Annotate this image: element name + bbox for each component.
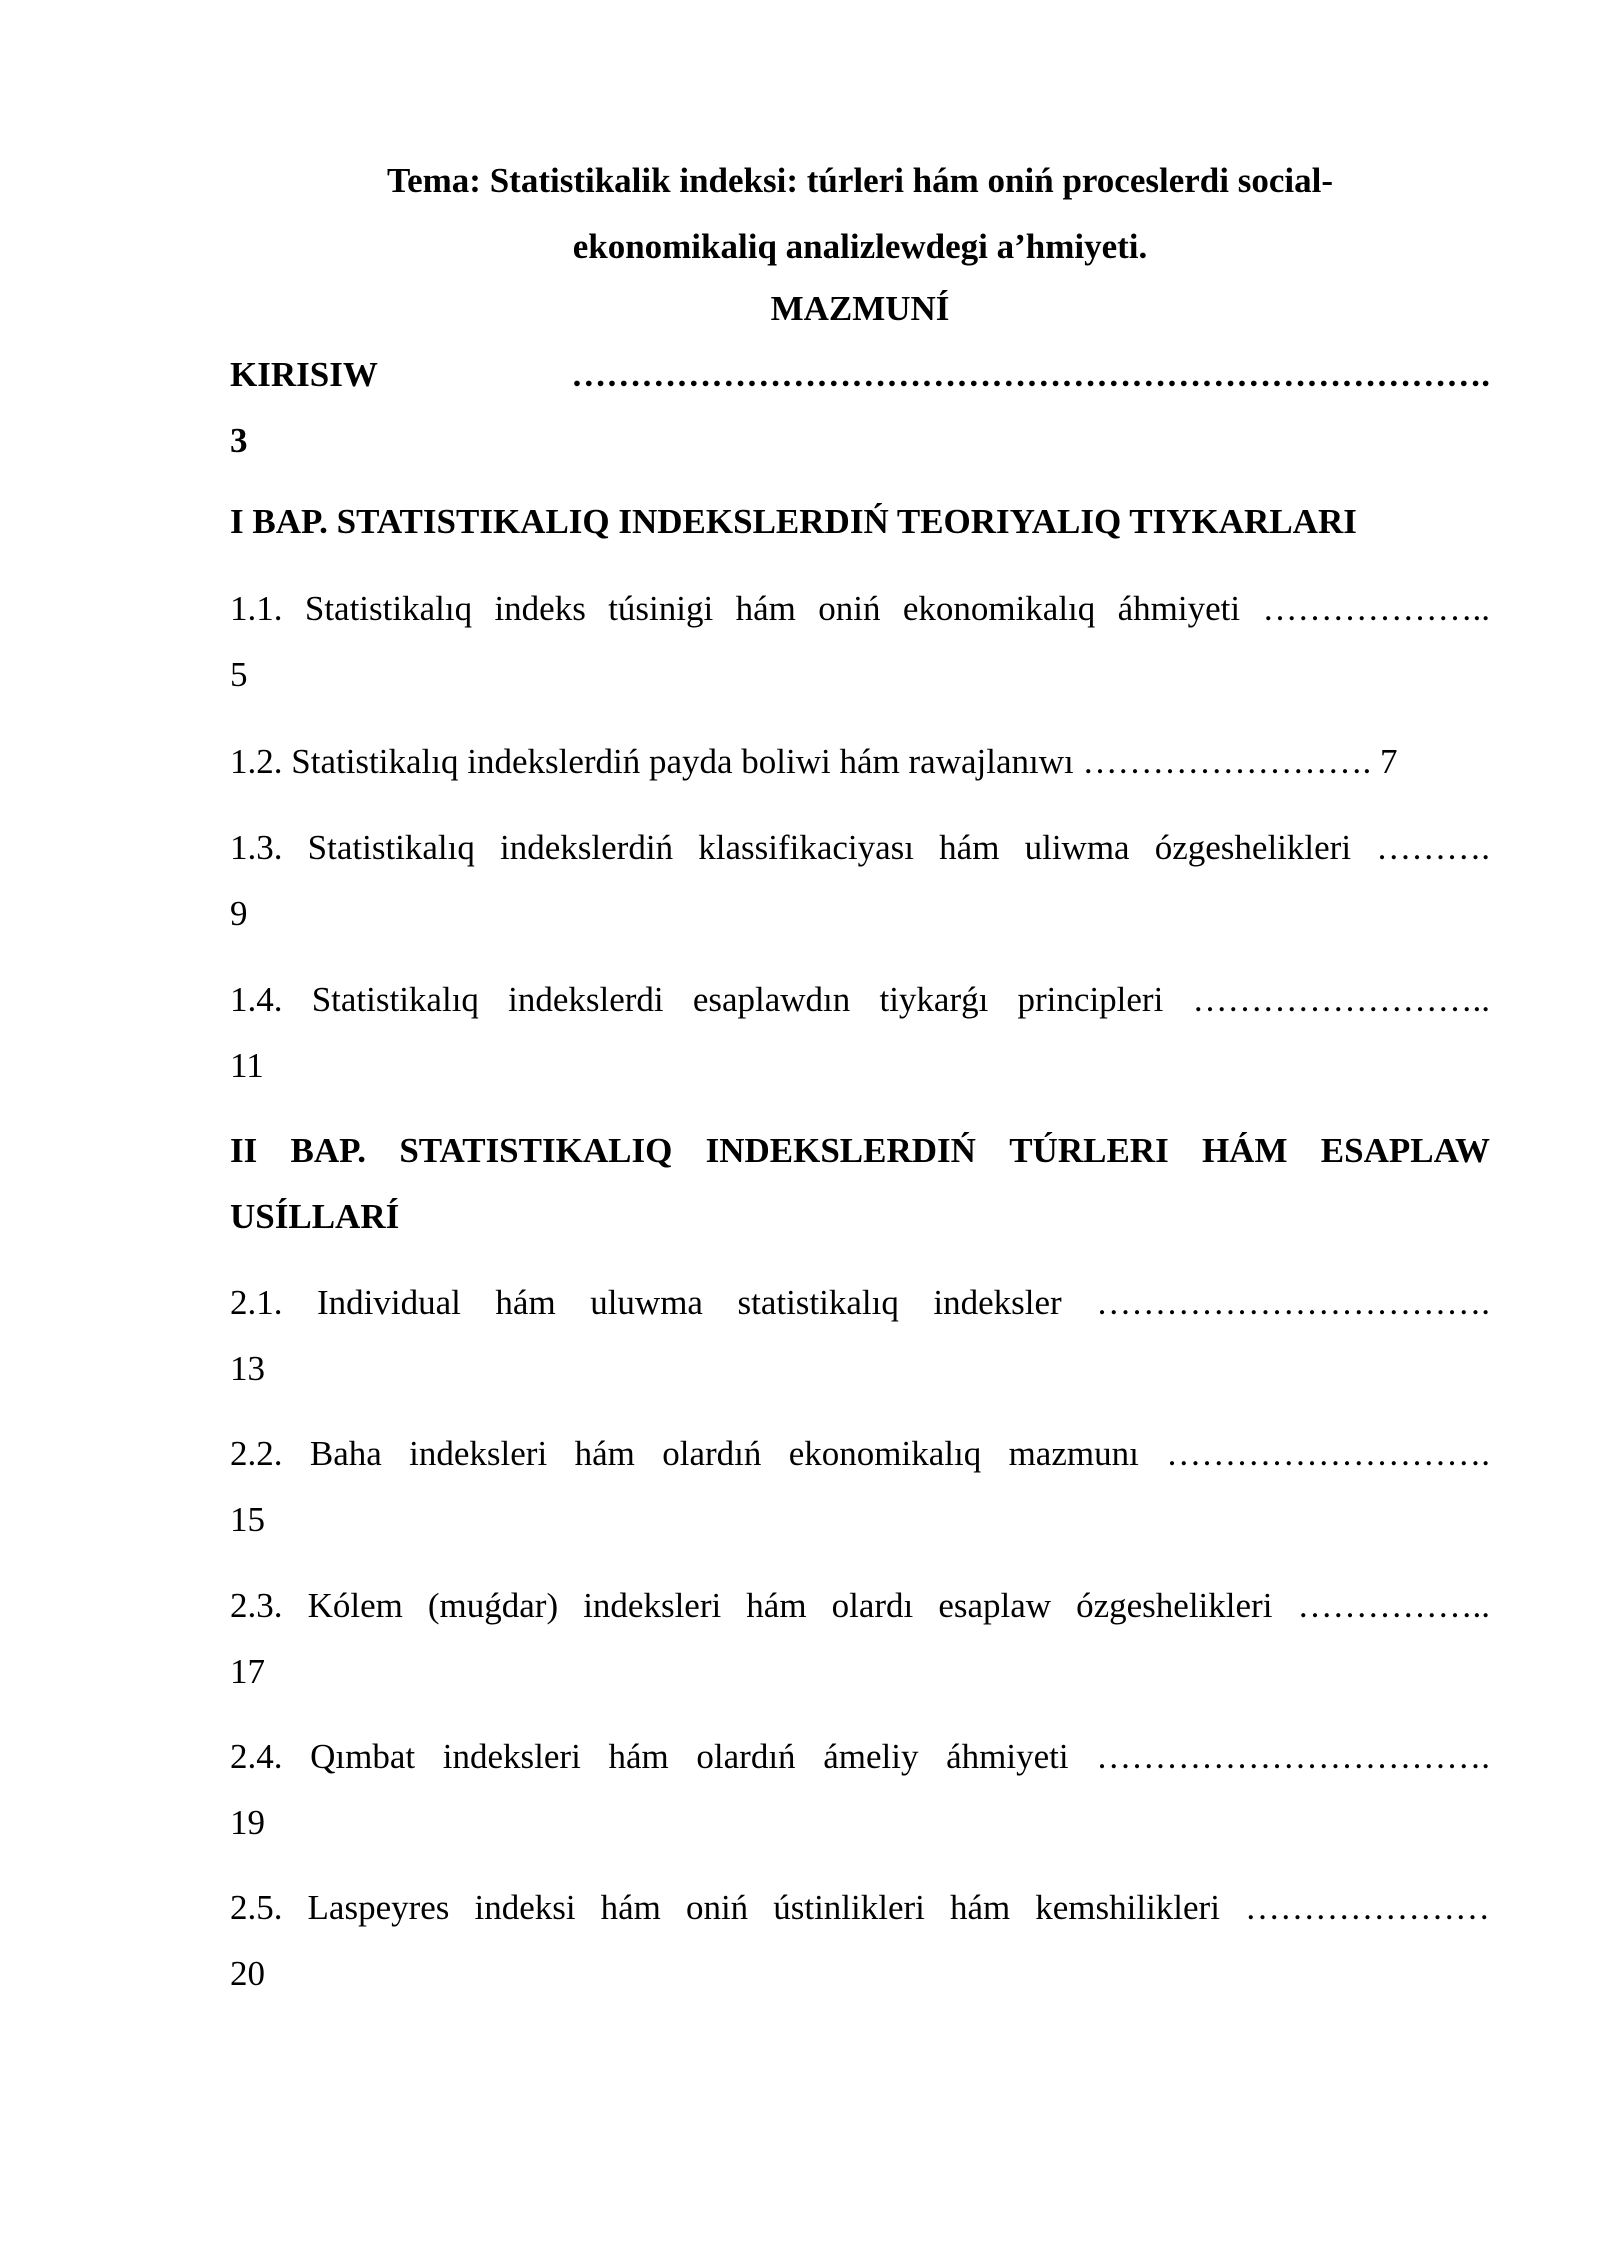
- toc-word: Baha: [309, 1434, 382, 1473]
- toc-word: áhmiyeti: [1117, 589, 1241, 628]
- toc-intro[interactable]: [230, 342, 1490, 474]
- toc-word: ústinlikleri: [773, 1888, 925, 1927]
- toc-word: 1.4.: [230, 980, 283, 1019]
- toc-chapter-2[interactable]: [230, 1118, 1490, 1250]
- toc-word: …………………: [1245, 1888, 1490, 1927]
- toc-word: ……………………….: [1166, 1434, 1490, 1473]
- toc-chapter-2-line-2: USÍLLARÍ: [230, 1197, 400, 1236]
- toc-word: Qımbat: [310, 1737, 416, 1776]
- toc-word: indeks: [494, 589, 586, 628]
- toc-item-1-1[interactable]: [230, 576, 1490, 708]
- toc-word: olardı: [831, 1586, 914, 1625]
- title-line-1: Tema: Statistikalik indeksi: túrleri hám oniń proceslerdi social-: [386, 161, 1333, 200]
- toc-word: ……….: [1376, 828, 1490, 867]
- toc-item-page: 9: [230, 894, 248, 933]
- toc-word: …………………………….: [1096, 1283, 1490, 1322]
- toc-word: olardıń: [662, 1434, 762, 1473]
- toc-word: oniń: [685, 1888, 749, 1927]
- toc-word: hám: [746, 1586, 807, 1625]
- toc-word: Individual: [317, 1283, 461, 1322]
- toc-word: ózgeshelikleri: [1076, 1586, 1273, 1625]
- toc-word: HÁM: [1201, 1131, 1288, 1170]
- toc-word: uliwma: [1024, 828, 1130, 867]
- toc-item-page: 15: [230, 1500, 265, 1539]
- toc-item-1-2[interactable]: [230, 729, 1490, 795]
- toc-word: hám: [939, 828, 1000, 867]
- toc-word: hám: [608, 1737, 669, 1776]
- toc-word: mazmunı: [1008, 1434, 1139, 1473]
- toc-word: 1.3.: [230, 828, 283, 867]
- toc-word: ESAPLAW: [1320, 1131, 1490, 1170]
- toc-chapter-1-title: I BAP. STATISTIKALIQ INDEKSLERDIŃ TEORIYALIQ TIYKARLARI: [230, 502, 1357, 541]
- toc-word: uluwma: [590, 1283, 703, 1322]
- toc-word: TÚRLERI: [1009, 1131, 1169, 1170]
- toc-word: 1.1.: [230, 589, 283, 628]
- toc-word: ……………..: [1297, 1586, 1490, 1625]
- toc-word: ekonomikalıq: [902, 589, 1096, 628]
- toc-intro-line: [230, 342, 1490, 408]
- toc-word: olardıń: [696, 1737, 796, 1776]
- toc-word: indeksleri: [409, 1434, 548, 1473]
- toc-word: hám: [600, 1888, 661, 1927]
- toc-word: principleri: [1017, 980, 1164, 1019]
- toc-word: statistikalıq: [737, 1283, 899, 1322]
- toc-item-page: 19: [230, 1803, 265, 1842]
- toc-word: tiykarǵı: [879, 980, 989, 1019]
- title-line-2: ekonomikaliq analizlewdegi a’hmiyeti.: [572, 227, 1148, 266]
- toc-word: ózgeshelikleri: [1154, 828, 1352, 867]
- toc-word: ámeliy: [823, 1737, 919, 1776]
- toc-word: 2.3.: [230, 1586, 283, 1625]
- toc-word: Statistikalıq: [304, 589, 473, 628]
- toc-word: ekonomikalıq: [788, 1434, 982, 1473]
- toc-word: túsinigi: [608, 589, 714, 628]
- toc-word: ……………………..: [1192, 980, 1490, 1019]
- toc-word: Statistikalıq: [307, 828, 475, 867]
- toc-item-line: [230, 1270, 1490, 1336]
- toc-item-line: [230, 1421, 1490, 1487]
- toc-item-2-3[interactable]: [230, 1573, 1490, 1705]
- toc-item-line: [230, 967, 1490, 1033]
- toc-word: esaplawdın: [692, 980, 851, 1019]
- toc-word: 2.1.: [230, 1283, 283, 1322]
- toc-item-line: [230, 1875, 1490, 1941]
- toc-item-2-1[interactable]: [230, 1270, 1490, 1402]
- toc-word: STATISTIKALIQ: [399, 1131, 673, 1170]
- toc-chapter-1[interactable]: [230, 489, 1490, 555]
- toc-word: indekslerdi: [508, 980, 664, 1019]
- toc-word: áhmiyeti: [946, 1737, 1069, 1776]
- toc-item-line: [230, 1573, 1490, 1639]
- toc-word: 2.4.: [230, 1737, 283, 1776]
- toc-word: Kólem: [307, 1586, 403, 1625]
- toc-word: II: [230, 1131, 258, 1170]
- toc-item-1-4[interactable]: [230, 967, 1490, 1099]
- toc-word: esaplaw: [938, 1586, 1052, 1625]
- toc-word: indekslerdiń: [500, 828, 674, 867]
- toc-word: Statistikalıq: [311, 980, 479, 1019]
- toc-word: hám: [949, 1888, 1011, 1927]
- toc-word: hám: [495, 1283, 556, 1322]
- toc-word: klassifikaciyası: [698, 828, 915, 867]
- toc-word: INDEKSLERDIŃ: [705, 1131, 976, 1170]
- toc-word: 2.2.: [230, 1434, 283, 1473]
- toc-word: oniń: [818, 589, 881, 628]
- toc-word: …………………………….: [1096, 1737, 1490, 1776]
- toc-item-line: 1.2. Statistikalıq indekslerdiń payda boliwi hám rawajlanıwı ……………………. 7: [230, 742, 1398, 781]
- toc-item-page: 5: [230, 655, 248, 694]
- toc-intro-page: 3: [230, 421, 248, 460]
- toc-intro-label: KIRISIW: [230, 355, 378, 394]
- toc-item-line: [230, 815, 1490, 881]
- toc-word: hám: [574, 1434, 635, 1473]
- toc-item-1-3[interactable]: [230, 815, 1490, 947]
- toc-word: kemshilikleri: [1035, 1888, 1220, 1927]
- toc-item-2-5[interactable]: [230, 1875, 1490, 2007]
- document-title: [230, 148, 1490, 280]
- toc-word: (muǵdar): [427, 1586, 559, 1625]
- contents-heading: MAZMUNÍ: [770, 289, 950, 328]
- toc-item-page: 17: [230, 1652, 265, 1691]
- toc-word: indeksler: [933, 1283, 1062, 1322]
- toc-word: 2.5.: [230, 1888, 283, 1927]
- toc-item-page: 20: [230, 1954, 265, 1993]
- toc-item-2-4[interactable]: [230, 1724, 1490, 1856]
- toc-item-line: [230, 1724, 1490, 1790]
- toc-intro-dots: …………………………………………………………………….: [571, 355, 1490, 394]
- toc-item-page: 13: [230, 1349, 265, 1388]
- toc-item-page: 11: [230, 1046, 264, 1085]
- toc-word: indeksleri: [583, 1586, 722, 1625]
- toc-word: indeksi: [474, 1888, 576, 1927]
- toc-item-2-2[interactable]: [230, 1421, 1490, 1553]
- toc-word: indeksleri: [442, 1737, 581, 1776]
- toc-item-line: [230, 576, 1490, 642]
- toc-word: BAP.: [290, 1131, 367, 1170]
- toc-word: ………………..: [1262, 589, 1490, 628]
- toc-word: Laspeyres: [307, 1888, 450, 1927]
- toc-word: hám: [735, 589, 796, 628]
- toc-chapter-2-line: [230, 1118, 1490, 1184]
